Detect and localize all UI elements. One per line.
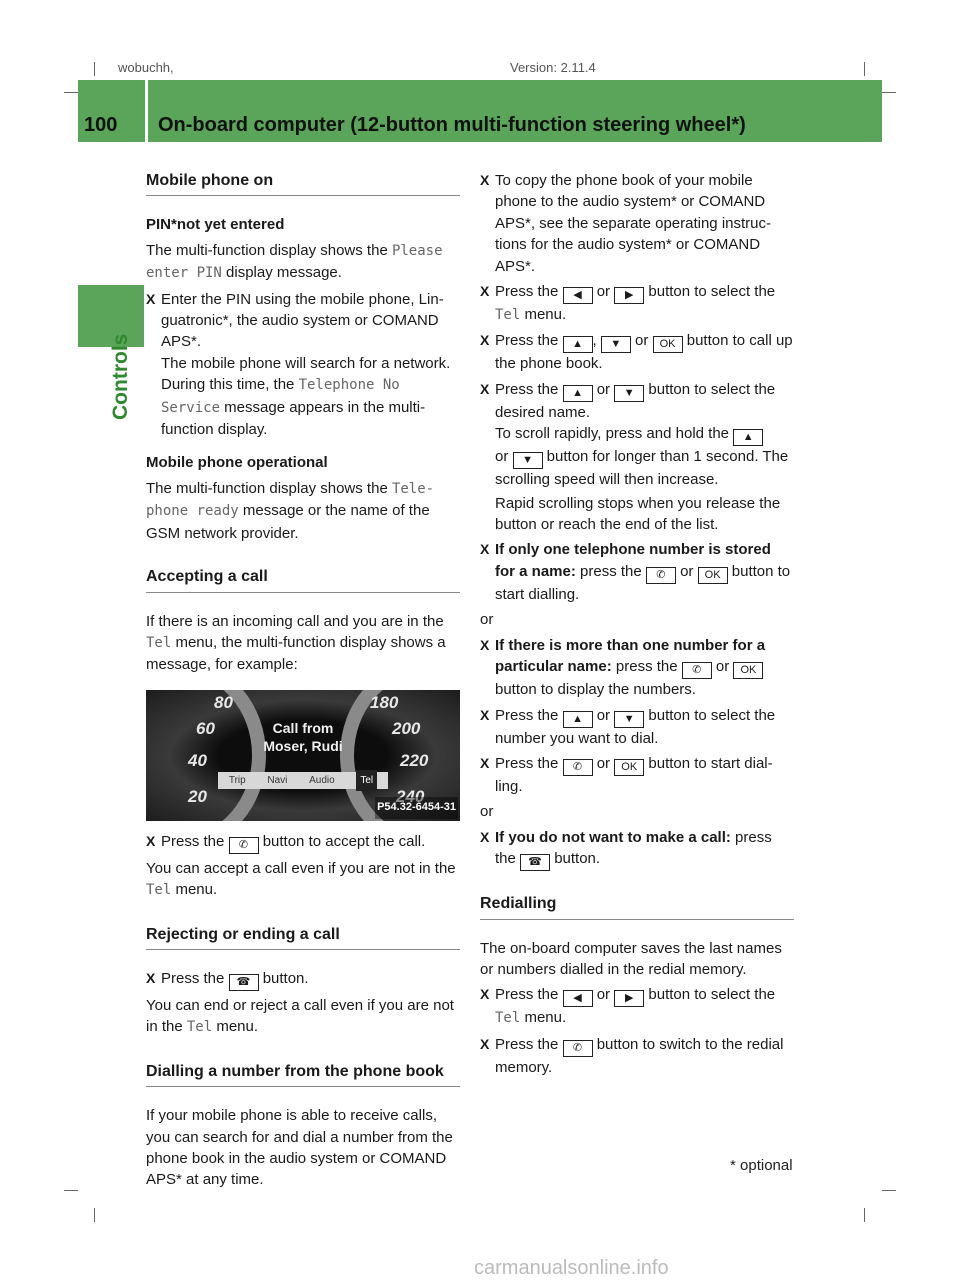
side-section-label: Controls — [109, 333, 132, 420]
subheading-operational: Mobile phone operational — [146, 454, 328, 472]
instruction-step: X Press the ◀ or ▶ button to select the Tel menu. — [480, 281, 794, 326]
crop-mark — [882, 1190, 896, 1191]
ok-icon: OK — [733, 662, 763, 679]
paragraph: The multi-function display shows the Please enter PIN display message. — [146, 241, 443, 282]
section-heading-accepting-call: Accepting a call — [146, 566, 460, 592]
ok-icon: OK — [653, 336, 683, 353]
page-number: 100 — [84, 114, 118, 136]
left-arrow-icon: ◀ — [563, 287, 593, 304]
instruction-step: X Press the ▲ , ▼ or OK button to call up the phone book. — [480, 330, 794, 374]
left-arrow-icon: ◀ — [563, 990, 593, 1007]
instruction-step: X If only one telephone number is stored for a name: press the ✆ or OK button to start dialling. — [480, 539, 794, 605]
footnote: * optional — [730, 1157, 793, 1174]
header-separator — [145, 80, 148, 142]
subheading-pin: PIN*not yet entered — [146, 216, 285, 234]
instruction-step: X Press the ✆ or OK button to start dialling. — [480, 753, 794, 797]
phone-pickup-icon: ✆ — [229, 837, 259, 854]
instruction-step: X Press the ✆ button to switch to the redial memory. — [480, 1034, 794, 1078]
instruction-step: X To copy the phone book of your mobile phone to the audio system* or COMAND APS*, see the separate operating instructions for the audio system* or COMAND APS*. — [480, 170, 794, 277]
crop-mark — [94, 62, 95, 76]
up-arrow-icon: ▲ — [563, 711, 593, 728]
paragraph: The on-board computer saves the last names or numbers dialled in the redial memory. — [480, 939, 782, 978]
instruction-step: X Press the ☎ button. — [146, 968, 460, 991]
display-line-2: Moser, Rudi — [263, 737, 343, 754]
crop-mark — [64, 1190, 78, 1191]
speed-label: 40 — [188, 750, 207, 770]
up-arrow-icon: ▲ — [563, 336, 593, 353]
section-heading-dialling-phone-book: Dialling a number from the phone book — [146, 1061, 460, 1087]
menu-item-audio: Audio — [309, 774, 335, 786]
section-heading-redialling: Redialling — [480, 893, 794, 919]
left-column — [146, 170, 460, 1191]
down-arrow-icon: ▼ — [614, 385, 644, 402]
section-heading-mobile-phone-on: Mobile phone on — [146, 170, 460, 196]
instruction-step: X Press the ◀ or ▶ button to select the Tel menu. — [480, 984, 794, 1029]
up-arrow-icon: ▲ — [563, 385, 593, 402]
paragraph: If there is an incoming call and you are in the Tel menu, the multi-function display shows a message, for example: — [146, 612, 446, 674]
paragraph: If your mobile phone is able to receive calls, you can search for and dial a number from the phone book in the audio system or COMAND APS* at any time. — [146, 1107, 453, 1189]
speed-label: 220 — [400, 750, 429, 770]
ok-icon: OK — [698, 567, 728, 584]
phone-pickup-icon: ✆ — [563, 759, 593, 776]
display-menu-bar — [218, 772, 388, 789]
down-arrow-icon: ▼ — [513, 452, 543, 469]
page-title: On-board computer (12-button multi-function steering wheel*) — [158, 114, 746, 136]
instruction-step: X Press the ▲ or ▼ button to select the desired name. To scroll rapidly, press and hold the ▲ or ▼ button for longer than 1 second. The scrolling speed will then increase. Rapid scrolling stops when you release the button or reach the end of the list. — [480, 379, 794, 536]
down-arrow-icon: ▼ — [614, 711, 644, 728]
section-heading-rejecting-call: Rejecting or ending a call — [146, 924, 460, 950]
right-arrow-icon: ▶ — [614, 990, 644, 1007]
speed-label: 80 — [214, 692, 233, 712]
crop-mark — [882, 92, 896, 93]
instruction-step: X Press the ✆ button to accept the call. — [146, 831, 460, 854]
paragraph: You can accept a call even if you are not in the Tel menu. — [146, 859, 456, 899]
paragraph: The multi-function display shows the Telephone ready message or the name of the GSM network provider. — [146, 479, 435, 542]
phone-hangup-icon: ☎ — [229, 974, 259, 991]
phone-pickup-icon: ✆ — [646, 567, 676, 584]
instruction-step: X If there is more than one number for a particular name: press the ✆ or OK button to display the numbers. — [480, 635, 794, 701]
image-code: P54.32-6454-31 — [375, 797, 458, 818]
down-arrow-icon: ▼ — [601, 336, 631, 353]
right-arrow-icon: ▶ — [614, 287, 644, 304]
phone-pickup-icon: ✆ — [682, 662, 712, 679]
crop-mark — [94, 1208, 95, 1222]
phone-hangup-icon: ☎ — [520, 854, 550, 871]
speed-label: 60 — [196, 718, 215, 738]
ok-icon: OK — [614, 759, 644, 776]
crop-mark — [864, 1208, 865, 1222]
instruction-step: X If you do not want to make a call: press the ☎ button. — [480, 827, 794, 871]
phone-pickup-icon: ✆ — [563, 1040, 593, 1057]
up-arrow-icon: ▲ — [733, 429, 763, 446]
right-column — [480, 170, 794, 1078]
or-separator: or — [480, 611, 494, 629]
paragraph: Rapid scrolling stops when you release the button or reach the end of the list. — [495, 494, 781, 534]
watermark: carmanualsonline.info — [474, 1257, 669, 1279]
speed-label: 180 — [370, 692, 399, 712]
instruction-step: X Press the ▲ or ▼ button to select the number you want to dial. — [480, 705, 794, 749]
speed-label: 20 — [188, 786, 207, 806]
display-photo — [146, 690, 460, 821]
display-line-1: Call from — [272, 719, 334, 736]
or-separator: or — [480, 803, 494, 821]
speed-label: 200 — [392, 718, 421, 738]
menu-item-trip: Trip — [228, 774, 246, 786]
crop-mark — [64, 92, 78, 93]
paragraph: You can end or reject a call even if you are not in the Tel menu. — [146, 996, 454, 1036]
speed-label: 240 — [396, 786, 425, 806]
crop-text-left: wobuchh, — [118, 60, 174, 75]
crop-text-right: Version: 2.11.4 — [510, 60, 596, 75]
crop-mark — [864, 62, 865, 76]
instruction-step: X Enter the PIN using the mobile phone, Linguatronic*, the audio system or COMAND APS*. The mobile phone will search for a network. During this time, the Telephone No Service message appears in the multi-function display. — [146, 289, 460, 441]
menu-item-navi: Navi — [267, 774, 288, 786]
menu-item-tel: Tel — [356, 770, 377, 791]
